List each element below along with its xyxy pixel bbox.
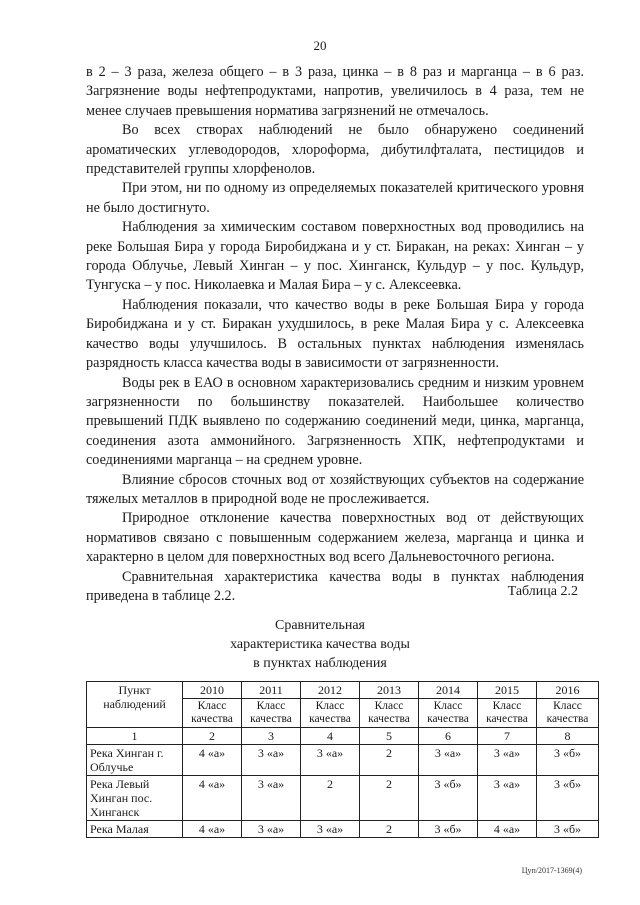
year-header: 2012 (301, 682, 360, 699)
row-station-name: Река Левый Хинган пос. Хинганск (87, 776, 183, 821)
quality-cell: 3 «а» (478, 745, 537, 776)
quality-cell: 3 «б» (537, 776, 599, 821)
quality-cell: 4 «а» (478, 821, 537, 838)
table-caption: Таблица 2.2 (507, 584, 578, 599)
paragraph: Сравнительная характеристика качества воды в пунктах наблюдения приведена в таблице 2.2. (86, 568, 584, 604)
table-title (0, 616, 640, 673)
paragraph: Природное отклонение качества поверхностных вод от действующих нормативов связано с повышенным содержанием железа, марганца и цинка и характерно в целом для поверхностных вод всего Дальневосточного региона. (86, 510, 584, 566)
table-title-line: в пунктах наблюдения (253, 656, 387, 671)
quality-cell: 2 (360, 745, 419, 776)
column-number: 1 (87, 728, 183, 745)
row-station-name: Река Малая (87, 821, 183, 838)
table-row (87, 821, 599, 838)
class-subheader: Класс качества (419, 699, 478, 728)
column-number: 6 (419, 728, 478, 745)
column-number: 5 (360, 728, 419, 745)
paragraph: Воды рек в ЕАО в основном характеризовались средним и низким уровнем загрязненности по большинству показателей. Наибольшее количество превышений ПДК выявлено по содержанию соединений меди, цинка, марганца, соединения азота аммонийного. Загрязненность ХПК, нефтепродуктами и соединениями марганца – на среднем уровне. (86, 374, 584, 469)
class-subheader: Класс качества (242, 699, 301, 728)
quality-table (86, 681, 599, 838)
footer-code: Цуп/2017-1369(4) (521, 866, 582, 875)
year-header: 2016 (537, 682, 599, 699)
quality-cell: 3 «б» (419, 776, 478, 821)
class-subheader: Класс качества (183, 699, 242, 728)
quality-cell: 3 «а» (242, 776, 301, 821)
table-header-row (87, 682, 599, 699)
class-subheader: Класс качества (301, 699, 360, 728)
year-header: 2011 (242, 682, 301, 699)
quality-cell: 4 «а» (183, 821, 242, 838)
column-number: 7 (478, 728, 537, 745)
quality-cell: 2 (301, 776, 360, 821)
table-row (87, 776, 599, 821)
quality-cell: 3 «а» (242, 821, 301, 838)
quality-cell: 3 «а» (478, 776, 537, 821)
class-subheader: Класс качества (478, 699, 537, 728)
paragraph: Во всех створах наблюдений не было обнаружено соединений ароматических углеводородов, хлороформа, дибутилфталата, пестицидов и представителей группы хлорфенолов. (86, 122, 584, 178)
year-header: 2010 (183, 682, 242, 699)
quality-cell: 3 «а» (301, 821, 360, 838)
paragraph: Влияние сбросов сточных вод от хозяйствующих субъектов на содержание тяжелых металлов в природной воде не прослеживается. (86, 471, 584, 507)
quality-cell: 3 «а» (301, 745, 360, 776)
row-station-name: Река Хинган г. Облучье (87, 745, 183, 776)
quality-cell: 4 «а» (183, 776, 242, 821)
quality-cell: 3 «б» (537, 821, 599, 838)
paragraph: Наблюдения за химическим составом поверхностных вод проводились на реке Большая Бира у города Биробиджана и у ст. Биракан, на реках: Хинган – у города Облучье, Левый Хинган – у пос. Хинганск, Кульдур – у пос. Кульдур, Тунгуска – у пос. Николаевка и Малая Бира – у с. Алексеевка. (86, 219, 584, 294)
year-header: 2015 (478, 682, 537, 699)
table-row (87, 745, 599, 776)
paragraph: Наблюдения показали, что качество воды в реке Большая Бира у города Биробиджана и у ст. Биракан ухудшилось, в реке Малая Бира у с. Алексеевка качество воды улучшилось. В остальных пунктах наблюдения изменялась разрядность класса качества воды в зависимости от загрязненности. (86, 296, 584, 372)
year-header: 2014 (419, 682, 478, 699)
paragraph: в 2 – 3 раза, железа общего – в 3 раза, цинка – в 8 раз и марганца – в 6 раз. Загрязнение воды нефтепродуктами, напротив, увеличилось в 4 раза, тем не менее случаев превышения норматива загрязнений не отмечалось. (86, 64, 584, 119)
class-subheader: Класс качества (360, 699, 419, 728)
body-text (86, 63, 584, 606)
column-number: 8 (537, 728, 599, 745)
column-number: 4 (301, 728, 360, 745)
quality-cell: 2 (360, 821, 419, 838)
quality-cell: 3 «б» (537, 745, 599, 776)
quality-cell: 3 «б» (419, 821, 478, 838)
year-header: 2013 (360, 682, 419, 699)
paragraph: При этом, ни по одному из определяемых показателей критического уровня не было достигнуто. (86, 180, 584, 216)
table-title-line: Сравнительная (275, 618, 365, 633)
class-subheader: Класс качества (537, 699, 599, 728)
page-number: 20 (313, 38, 327, 53)
point-header: Пункт наблюдений (87, 682, 183, 728)
column-number-row (87, 728, 599, 745)
table-title-line: характеристика качества воды (230, 637, 410, 652)
column-number: 3 (242, 728, 301, 745)
quality-cell: 2 (360, 776, 419, 821)
column-number: 2 (183, 728, 242, 745)
quality-cell: 3 «а» (419, 745, 478, 776)
quality-cell: 4 «а» (183, 745, 242, 776)
quality-cell: 3 «а» (242, 745, 301, 776)
